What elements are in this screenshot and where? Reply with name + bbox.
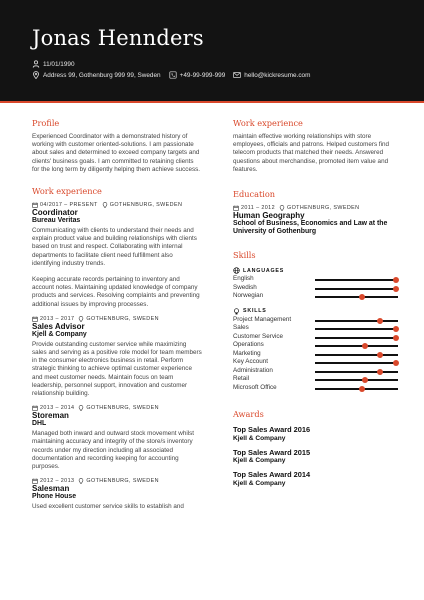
contact-row	[32, 71, 310, 79]
languages-subheading	[233, 267, 401, 274]
job-location: GOTHENBURG, SWEDEN	[109, 202, 183, 209]
skill-level-bar	[315, 296, 398, 298]
skill-level-marker	[377, 352, 383, 358]
work-continued-heading: Work experience	[233, 118, 303, 128]
award-entry	[233, 449, 401, 466]
skill-row	[233, 384, 401, 393]
skill-level-bar	[315, 371, 398, 373]
skill-level-marker	[377, 318, 383, 324]
skill-name: Swedish	[233, 283, 257, 291]
skills-list	[233, 316, 401, 393]
resume-header	[0, 0, 424, 103]
job-description: Communicating with clients to understand their needs and explain product value and building relationships with clients based on trust and respect. Collaborating with internal departments to facilitate client need fulfillment also identifying industry trends.	[32, 227, 197, 267]
job-location: GOTHENBURG, SWEDEN	[86, 405, 159, 412]
profile-heading: Profile	[32, 118, 60, 128]
award-title: Top Sales Award 2015	[233, 447, 311, 457]
job-company: Kjell & Company	[32, 330, 87, 338]
job-entry	[32, 405, 202, 471]
award-entry	[233, 426, 401, 443]
languages-label: LANGUAGES	[243, 267, 285, 274]
skill-level-bar	[315, 279, 398, 281]
award-title: Top Sales Award 2016	[233, 425, 311, 435]
awards-heading: Awards	[233, 409, 264, 420]
skill-row	[233, 341, 401, 350]
job-dates: 04/2017 – PRESENT	[40, 202, 98, 209]
education-dates: 2011 – 2012	[241, 205, 275, 212]
skill-name: Sales	[233, 324, 249, 332]
job-role: Sales Advisor	[32, 321, 85, 331]
left-column	[32, 118, 202, 511]
skill-level-marker	[393, 326, 399, 332]
email-icon	[233, 71, 241, 79]
skill-level-bar	[315, 337, 398, 339]
skill-level-bar	[315, 388, 398, 390]
address: Address 99, Gothenburg 999 99, Sweden	[43, 71, 161, 79]
skill-row	[233, 375, 401, 384]
location-pin-icon	[78, 478, 84, 484]
skill-level-marker	[393, 286, 399, 292]
candidate-name: Jonas Hennders	[32, 26, 204, 50]
skill-row	[233, 324, 401, 333]
job-company: Phone House	[32, 493, 77, 501]
skill-name: Operations	[233, 341, 264, 349]
education-school: School of Business, Economics and Law at the University of Gothenburg	[233, 220, 388, 236]
skill-level-marker	[393, 335, 399, 341]
skill-row	[233, 358, 401, 367]
skill-level-marker	[359, 386, 365, 392]
skill-name: Microsoft Office	[233, 383, 277, 391]
award-org: Kjell & Company	[233, 457, 286, 465]
job-entry	[32, 316, 202, 398]
profile-text: Experienced Coordinator with a demonstrated history of working with customer oriented-solutions. I am passionate about sales and determined to exceed company targets and clients' business goals. I am committed to retaining clients for the long term by diligently helping them achieve success.	[32, 133, 201, 173]
right-column	[233, 118, 401, 488]
award-org: Kjell & Company	[233, 479, 286, 487]
email[interactable]: hello@kickresume.com	[244, 71, 311, 79]
skill-row	[233, 367, 401, 376]
skill-level-bar	[315, 362, 398, 364]
phone: +49-99-999-999	[179, 71, 226, 79]
skills-label: SKILLS	[243, 308, 267, 315]
location-pin-icon	[32, 71, 40, 79]
education-degree: Human Geography	[233, 211, 305, 221]
job-dates: 2013 – 2017	[40, 315, 75, 322]
location-pin-icon	[102, 202, 108, 208]
job-dates: 2012 – 2013	[40, 478, 75, 485]
education-location: GOTHENBURG, SWEDEN	[286, 205, 360, 212]
job-description: Provide outstanding customer service while maximizing sales and serving as a positive role model for team members in the consumer electronics business in retail. Perform strategic thinking to achieve optimal customer experience and meet customer needs. Maintain focus on team leadership, personnel support, innovation and customer relationship building.	[32, 340, 202, 398]
job-description: Keeping accurate records pertaining to inventory and account notes. Maintaining updated knowledge of company products and services. Resolving complaints and preventing additional issues by improving processes.	[32, 276, 200, 308]
job-company: Bureau Veritas	[32, 217, 81, 225]
skill-level-bar	[315, 328, 398, 330]
skill-name: Project Management	[233, 315, 292, 323]
person-icon	[32, 60, 40, 68]
phone-icon	[169, 71, 177, 79]
job-description: Used excellent customer service skills to establish and	[32, 503, 184, 511]
birthdate-row	[32, 60, 75, 68]
skill-row	[233, 333, 401, 342]
job-role: Coordinator	[32, 208, 78, 218]
skill-level-bar	[315, 288, 398, 290]
skill-level-marker	[362, 377, 368, 383]
languages-list	[233, 275, 401, 301]
skill-level-marker	[377, 369, 383, 375]
skill-name: Administration	[233, 366, 273, 374]
education-entry	[233, 205, 401, 236]
skill-row	[233, 316, 401, 325]
skill-row	[233, 350, 401, 359]
award-org: Kjell & Company	[233, 434, 286, 442]
skill-row	[233, 275, 401, 284]
skill-level-bar	[315, 354, 398, 356]
skill-name: English	[233, 275, 254, 283]
skill-level-marker	[393, 277, 399, 283]
job-role: Salesman	[32, 484, 70, 494]
education-heading: Education	[233, 189, 276, 200]
skill-level-marker	[359, 294, 365, 300]
award-title: Top Sales Award 2014	[233, 470, 311, 480]
skill-name: Key Account	[233, 358, 269, 366]
skill-row	[233, 292, 401, 301]
skill-name: Marketing	[233, 349, 261, 357]
calendar-icon	[32, 316, 38, 322]
birthdate: 11/01/1990	[43, 60, 75, 68]
skill-name: Norwegian	[233, 292, 264, 300]
globe-icon	[233, 267, 240, 274]
skill-level-marker	[362, 343, 368, 349]
skill-row	[233, 284, 401, 293]
skill-level-marker	[393, 360, 399, 366]
work-continued-text: maintain effective working relationships with store employees, officials and patrons. Helped customers find telecom products that matched their needs. Answered questions about merchandise, promoted item value and features.	[233, 133, 389, 173]
skill-level-bar	[315, 320, 398, 322]
job-dates: 2013 – 2014	[40, 405, 75, 412]
skill-name: Customer Service	[233, 332, 284, 340]
job-entry	[32, 478, 202, 511]
lightbulb-icon	[233, 308, 240, 315]
skill-level-bar	[315, 345, 398, 347]
work-heading: Work experience	[32, 186, 102, 197]
job-location: GOTHENBURG, SWEDEN	[86, 315, 159, 322]
location-pin-icon	[78, 405, 84, 411]
award-entry	[233, 471, 401, 488]
job-location: GOTHENBURG, SWEDEN	[86, 478, 159, 485]
skills-heading: Skills	[233, 250, 256, 261]
skill-level-bar	[315, 379, 398, 381]
skill-name: Retail	[233, 375, 250, 383]
job-description: Managed both inward and outward stock movement whilst maintaining accuracy and integrity of the store/s inventory records under my direction including all associated documentation and recording keeping for accounting purposes.	[32, 430, 195, 471]
job-role: Storeman	[32, 411, 69, 421]
job-entry	[32, 202, 202, 309]
job-company: DHL	[32, 420, 47, 428]
location-pin-icon	[78, 316, 84, 322]
skills-subheading	[233, 308, 401, 315]
